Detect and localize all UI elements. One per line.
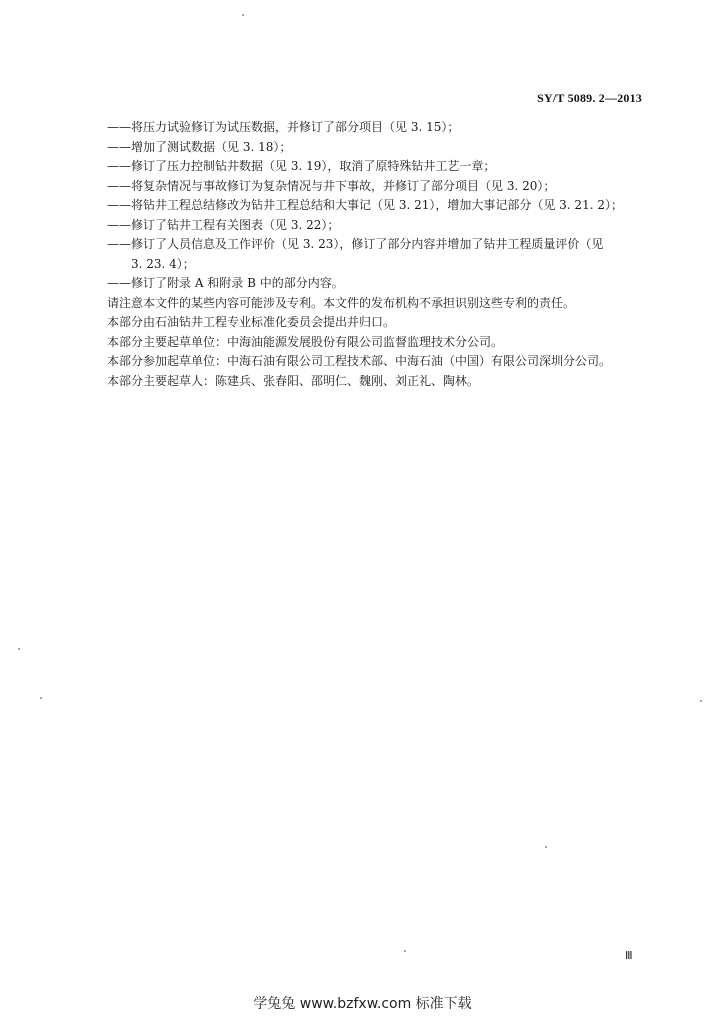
main-drafting-unit: 本部分主要起草单位：中海油能源发展股份有限公司监督监理技术分公司。 <box>107 334 504 349</box>
scan-speck <box>700 700 702 702</box>
scan-speck <box>545 846 547 848</box>
change-item: ——修订了附录 A 和附录 B 中的部分内容。 <box>107 276 344 290</box>
patent-notice: 请注意本文件的某些内容可能涉及专利。本文件的发布机构不承担识别这些专利的责任。 <box>107 295 576 310</box>
change-item-continuation: 3. 23. 4）； <box>131 256 195 271</box>
scan-speck <box>404 950 406 952</box>
scan-speck <box>40 697 42 699</box>
change-item: ——修订了钻井工程有关图表（见 3. 22）； <box>107 217 340 232</box>
proposer-statement: 本部分由石油钻井工程专业标准化委员会提出并归口。 <box>107 315 396 329</box>
scan-speck <box>18 648 20 650</box>
scan-speck <box>242 14 244 16</box>
change-item: ——增加了测试数据（见 3. 18）； <box>107 139 292 154</box>
change-item: ——将复杂情况与事故修订为复杂情况与井下事故，并修订了部分项目（见 3. 20）； <box>107 178 556 193</box>
foreword-content <box>107 118 647 391</box>
footer-watermark: 学兔兔 www.bzfxw.com 标准下载 <box>253 996 472 1012</box>
change-item: ——将压力试验修订为试压数据，并修订了部分项目（见 3. 15）； <box>107 120 460 134</box>
main-drafters: 本部分主要起草人：陈建兵、张春阳、邵明仁、魏刚、刘正礼、陶林。 <box>107 373 480 388</box>
change-item: ——将钻井工程总结修改为钻井工程总结和大事记（见 3. 21），增加大事记部分（见 3. 21. 2）； <box>107 198 623 212</box>
participating-drafting-units: 本部分参加起草单位：中海石油有限公司工程技术部、中海石油（中国）有限公司深圳分公司。 <box>107 354 612 368</box>
change-item: ——修订了压力控制钻井数据（见 3. 19），取消了原特殊钻井工艺一章； <box>107 159 496 173</box>
change-item: ——修订了人员信息及工作评价（见 3. 23），修订了部分内容并增加了钻井工程质量评价（见 <box>107 237 604 251</box>
standard-code: SY/T 5089. 2—2013 <box>537 91 642 105</box>
page-number: Ⅲ <box>625 950 633 962</box>
